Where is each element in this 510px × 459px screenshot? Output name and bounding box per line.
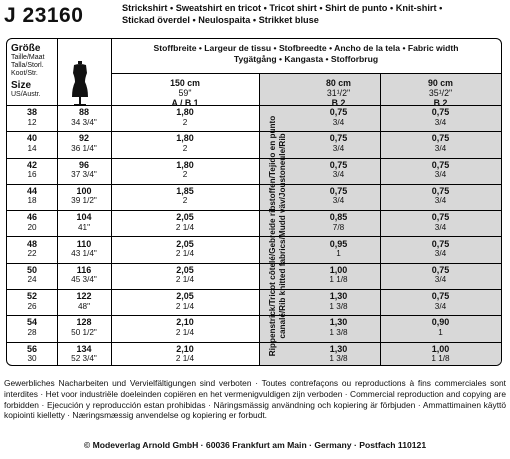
cell-yardage-90-primary: 0,75 [431, 133, 450, 144]
table-row [7, 343, 501, 366]
cell-yardage-80-primary: 1,30 [329, 343, 348, 354]
cell-yardage-90-primary: 1,00 [431, 343, 450, 354]
cell-yardage-80-secondary: 3/4 [332, 170, 345, 180]
cell-size-primary: 38 [26, 107, 37, 117]
cell-size-secondary: 26 [27, 301, 37, 311]
pattern-code: J 23160 [4, 4, 84, 27]
cell-yardage-150-secondary: 2 [182, 170, 188, 180]
column-inch: 59" [178, 88, 192, 98]
cell-yardage-150 [111, 108, 259, 127]
cell-size-primary: 48 [26, 238, 37, 249]
table-row [7, 106, 501, 132]
cell-yardage-150 [111, 187, 259, 206]
cell-size-secondary: 24 [27, 275, 37, 285]
cell-size-primary: 42 [26, 159, 37, 170]
cell-size-primary: 54 [26, 317, 37, 328]
cell-yardage-80 [297, 345, 380, 364]
cell-yardage-150-secondary: 2 [182, 117, 188, 127]
cell-yardage-80-secondary: 1 3/8 [329, 327, 348, 337]
cell-yardage-150-primary: 2,05 [176, 291, 194, 302]
cell-yardage-150-primary: 2,10 [176, 317, 194, 328]
cell-size [7, 345, 57, 364]
cell-yardage-80-primary: 0,75 [329, 159, 348, 170]
cell-size-primary: 46 [26, 212, 37, 223]
cell-yardage-90-primary: 0,75 [431, 291, 450, 302]
column-view: B 2 [433, 98, 448, 108]
titles-line-2: Stickad överdel • Neulospaita • Strikket bluse [122, 14, 319, 25]
cell-yardage-80-primary: 0,75 [329, 107, 348, 117]
cell-yardage-80-secondary: 7/8 [332, 222, 345, 232]
cell-size [7, 213, 57, 232]
column-cm: 150 cm [170, 78, 200, 88]
cell-body-measure [57, 134, 111, 153]
cell-body-measure [57, 318, 111, 337]
fabric-width-line-2: Tygätgång • Kangasta • Stofforbrug [233, 53, 379, 64]
cell-yardage-150-primary: 1,85 [176, 185, 194, 196]
table-row [7, 264, 501, 290]
cell-body-measure-primary: 88 [78, 107, 89, 117]
cell-yardage-150 [111, 345, 259, 364]
cell-yardage-80-secondary: 1 3/8 [329, 354, 348, 364]
table-row [7, 211, 501, 237]
cell-yardage-80-primary: 0,75 [329, 133, 348, 144]
header [0, 0, 510, 38]
size-label-groesse: Größe [11, 43, 41, 54]
cell-yardage-80 [297, 134, 380, 153]
cell-yardage-90 [380, 187, 501, 206]
fabric-width-line-1: Stoffbreite • Largeur de tissu • Stofbreedte • Ancho de la tela • Fabric width [153, 43, 459, 53]
cell-size-secondary: 16 [27, 170, 37, 180]
fabric-requirements-table [6, 38, 502, 366]
cell-yardage-80 [297, 318, 380, 337]
table-row [7, 238, 501, 264]
cell-yardage-150 [111, 161, 259, 180]
cell-yardage-80-secondary: 3/4 [332, 143, 345, 153]
cell-body-measure-secondary: 43 1/4" [71, 249, 97, 258]
cell-yardage-80-secondary: 1 3/8 [329, 301, 348, 311]
cell-size [7, 108, 57, 127]
size-label [7, 39, 57, 103]
cell-body-measure-secondary: 39 1/2" [71, 196, 97, 206]
cell-yardage-150-secondary: 2 1/4 [175, 354, 195, 364]
cell-yardage-150-primary: 1,80 [176, 133, 194, 144]
cell-yardage-80 [297, 292, 380, 311]
cell-yardage-90 [380, 161, 501, 180]
cell-yardage-80-primary: 0,75 [329, 185, 348, 196]
cell-yardage-150-secondary: 2 1/4 [175, 301, 195, 311]
cell-size-primary: 40 [26, 133, 37, 144]
cell-yardage-90-secondary: 3/4 [434, 222, 447, 232]
cell-yardage-90-secondary: 3/4 [434, 249, 447, 258]
cell-yardage-150-primary: 1,80 [176, 107, 194, 117]
cell-yardage-150-primary: 2,05 [176, 264, 194, 275]
size-label-taille: Taille/Maat [11, 54, 45, 61]
size-label-talla: Talla/Storl. [11, 62, 44, 70]
cell-yardage-150-secondary: 2 1/4 [175, 249, 195, 258]
cell-yardage-90 [380, 345, 501, 364]
cell-size-secondary: 12 [27, 117, 37, 127]
cell-yardage-80-secondary: 3/4 [332, 196, 345, 206]
cell-body-measure [57, 240, 111, 259]
cell-yardage-90 [380, 318, 501, 337]
cell-yardage-80-secondary: 1 [336, 249, 341, 258]
cell-yardage-150 [111, 266, 259, 285]
size-label-koot: Koot/Str. [11, 70, 38, 78]
cell-yardage-90 [380, 134, 501, 153]
cell-body-measure-secondary: 45 3/4" [71, 275, 97, 285]
column-view: B 2 [331, 98, 346, 108]
column-header-80 [297, 78, 380, 108]
cell-size-primary: 50 [26, 264, 37, 275]
cell-body-measure-primary: 128 [76, 317, 92, 328]
column-header-90 [380, 78, 501, 108]
column-view: A / B 1 [171, 98, 199, 108]
cell-body-measure-secondary: 50 1/2" [71, 327, 97, 337]
cell-yardage-150-secondary: 2 1/4 [175, 275, 195, 285]
cell-yardage-150-secondary: 2 [182, 196, 188, 206]
cell-body-measure [57, 161, 111, 180]
cell-yardage-90-primary: 0,90 [431, 317, 450, 328]
size-label-us: US/Austr. [11, 90, 41, 98]
copyright-notice: Gewerbliches Nacharbeiten und Vervielfältigungen sind verboten · Toutes contrefaçons ou reproductions à fins commerciales sont interdites · Het voor industriële doeleinden copiëren en het vermenigvuldigen zijn verboden · Commercial reproduction and copying are forbidden · Ejecución y reproducción estan prohibidas · Näringsmässig användning och kopiering är förbjuden · Ammattimainen käyttö kopiointi kielletty · Næringsmæssig anvendelse og kopiering er forbudt. [4, 378, 506, 421]
cell-yardage-90 [380, 213, 501, 232]
garment-titles [122, 3, 442, 26]
cell-yardage-80-primary: 0,85 [329, 212, 348, 223]
dress-form-icon [69, 61, 91, 109]
cell-yardage-150-secondary: 2 1/4 [175, 222, 195, 232]
cell-size-primary: 44 [26, 185, 37, 196]
cell-size [7, 161, 57, 180]
cell-size [7, 134, 57, 153]
cell-yardage-80-primary: 1,30 [329, 317, 348, 328]
cell-yardage-90-primary: 0,75 [431, 238, 450, 249]
column-cm: 90 cm [428, 78, 453, 88]
cell-yardage-90-primary: 0,75 [431, 107, 450, 117]
column-inch: 35¹/2" [428, 88, 453, 98]
cell-yardage-150-secondary: 2 1/4 [175, 327, 195, 337]
cell-size-primary: 56 [26, 343, 37, 354]
table-row [7, 316, 501, 342]
cell-size-secondary: 22 [27, 249, 37, 258]
fabric-width-header [111, 39, 501, 64]
cell-yardage-90-secondary: 3/4 [434, 275, 447, 285]
cell-yardage-90-secondary: 1 [438, 327, 443, 337]
cell-yardage-150-primary: 2,05 [176, 238, 194, 249]
table-row [7, 159, 501, 185]
cell-yardage-90-secondary: 3/4 [434, 170, 447, 180]
cell-yardage-150 [111, 134, 259, 153]
cell-size-secondary: 30 [27, 354, 37, 364]
cell-body-measure [57, 345, 111, 364]
cell-yardage-90-primary: 0,75 [431, 159, 450, 170]
cell-yardage-150-secondary: 2 [182, 143, 188, 153]
cell-body-measure-primary: 110 [76, 238, 92, 249]
cell-body-measure [57, 187, 111, 206]
cell-body-measure-secondary: 34 3/4" [71, 117, 97, 127]
cell-body-measure-primary: 104 [76, 212, 92, 223]
cell-body-measure [57, 108, 111, 127]
cell-size [7, 187, 57, 206]
cell-body-measure-secondary: 37 3/4" [71, 170, 97, 180]
cell-yardage-90-secondary: 3/4 [434, 196, 447, 206]
cell-yardage-80-primary: 1,00 [329, 264, 348, 275]
cell-yardage-80-primary: 1,30 [329, 291, 348, 302]
titles-line-1: Strickshirt • Sweatshirt en tricot • Tricot shirt • Shirt de punto • Knit-shirt • [122, 3, 443, 13]
column-inch: 31¹/2" [326, 88, 351, 98]
cell-size-secondary: 18 [27, 196, 37, 206]
cell-body-measure-primary: 134 [76, 343, 92, 354]
cell-body-measure-secondary: 36 1/4" [71, 143, 97, 153]
column-header-150 [111, 78, 259, 108]
cell-yardage-150 [111, 292, 259, 311]
cell-yardage-80 [297, 213, 380, 232]
cell-yardage-90-primary: 0,75 [431, 212, 450, 223]
cell-yardage-80 [297, 240, 380, 259]
cell-body-measure [57, 213, 111, 232]
cell-yardage-150-primary: 2,05 [176, 212, 194, 223]
cell-yardage-80 [297, 108, 380, 127]
cell-yardage-90-secondary: 1 1/8 [431, 354, 450, 364]
cell-size [7, 318, 57, 337]
cell-size-secondary: 28 [27, 327, 37, 337]
cell-body-measure-primary: 92 [78, 133, 89, 144]
cell-body-measure-secondary: 48" [77, 301, 90, 311]
size-label-size: Size [11, 79, 32, 91]
cell-yardage-80-primary: 0,95 [329, 238, 348, 249]
cell-yardage-80-secondary: 1 1/8 [329, 275, 348, 285]
cell-yardage-90 [380, 292, 501, 311]
cell-yardage-150 [111, 240, 259, 259]
table-row [7, 132, 501, 158]
cell-yardage-80 [297, 161, 380, 180]
cell-body-measure-primary: 96 [78, 159, 89, 170]
cell-yardage-90-secondary: 3/4 [434, 117, 447, 127]
cell-body-measure-secondary: 52 3/4" [71, 354, 97, 364]
cell-body-measure [57, 266, 111, 285]
cell-yardage-90 [380, 240, 501, 259]
cell-yardage-90-primary: 0,75 [431, 185, 450, 196]
cell-body-measure-secondary: 41" [77, 222, 90, 232]
cell-size [7, 292, 57, 311]
column-cm: 80 cm [326, 78, 351, 88]
table-row [7, 290, 501, 316]
cell-size-secondary: 14 [27, 143, 37, 153]
cell-size-secondary: 20 [27, 222, 37, 232]
cell-yardage-90 [380, 266, 501, 285]
cell-yardage-90-primary: 0,75 [431, 264, 450, 275]
cell-yardage-150-primary: 2,10 [176, 343, 194, 354]
cell-yardage-80 [297, 187, 380, 206]
cell-yardage-150 [111, 318, 259, 337]
cell-body-measure-primary: 116 [76, 264, 92, 275]
table-row [7, 185, 501, 211]
cell-yardage-90-secondary: 3/4 [434, 301, 447, 311]
cell-body-measure-primary: 122 [76, 291, 92, 302]
cell-yardage-80 [297, 266, 380, 285]
cell-size-primary: 52 [26, 291, 37, 302]
cell-yardage-150 [111, 213, 259, 232]
publisher-line: © Modeverlag Arnold GmbH · 60036 Frankfurt am Main · Germany · Postfach 110121 [83, 440, 427, 450]
cell-yardage-90 [380, 108, 501, 127]
cell-size [7, 240, 57, 259]
cell-body-measure-primary: 100 [76, 185, 92, 196]
cell-yardage-90-secondary: 3/4 [434, 143, 447, 153]
cell-size [7, 266, 57, 285]
cell-yardage-80-secondary: 3/4 [332, 117, 345, 127]
cell-body-measure [57, 292, 111, 311]
divider [111, 73, 501, 74]
cell-yardage-150-primary: 1,80 [176, 159, 194, 170]
